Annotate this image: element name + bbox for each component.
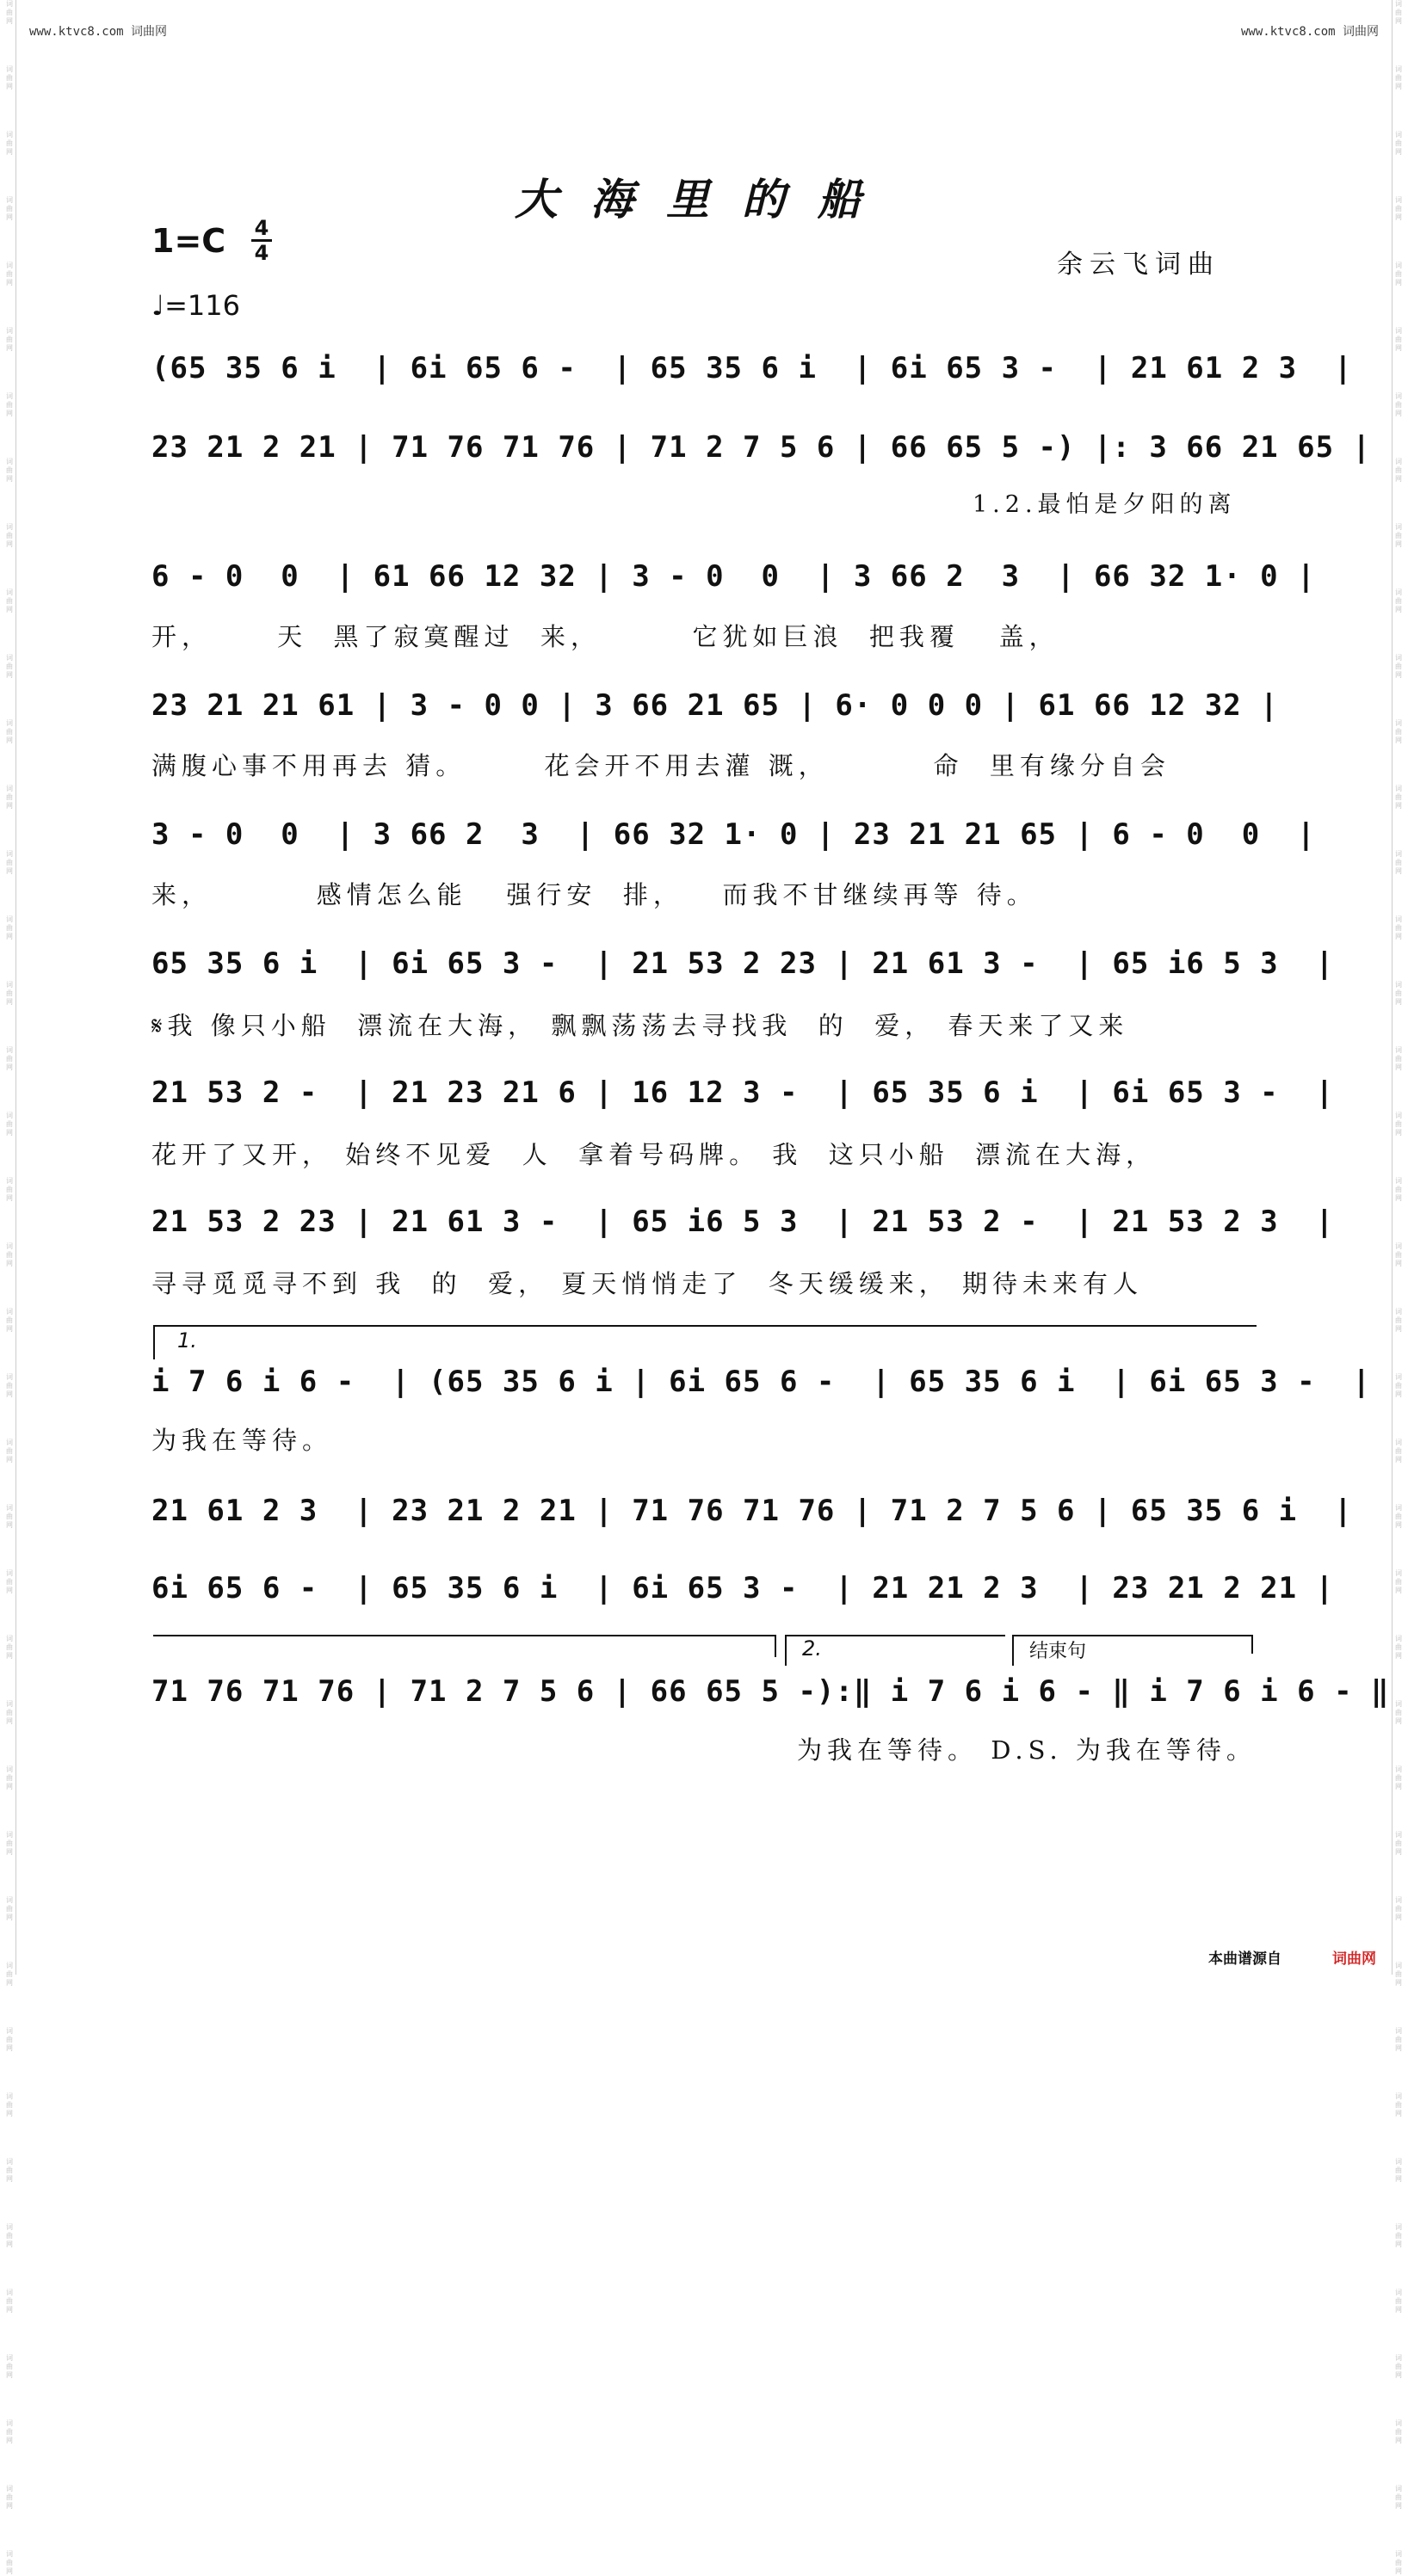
key-signature: 1=C	[151, 222, 226, 260]
side-watermark-mark: 词曲网	[6, 2485, 13, 2510]
side-watermark-mark: 词曲网	[1395, 1896, 1402, 1921]
side-watermark-mark: 词曲网	[1395, 1635, 1402, 1660]
side-watermark-mark: 词曲网	[6, 262, 13, 287]
side-watermark-mark: 词曲网	[6, 719, 13, 744]
side-watermark-mark: 词曲网	[1395, 1700, 1402, 1725]
side-watermark-mark: 词曲网	[1395, 2354, 1402, 2379]
side-watermark-mark: 词曲网	[1395, 785, 1402, 810]
side-watermark-mark: 词曲网	[6, 915, 13, 940]
side-watermark-mark: 词曲网	[6, 1177, 13, 1202]
volta-1-label: 1.	[177, 1328, 197, 1353]
lyrics-row-7: 花开了又开， 始终不见爱 人 拿着号码牌。 我 这只小船 漂流在大海，	[151, 1140, 1157, 1169]
side-watermark-mark: 词曲网	[6, 2092, 13, 2117]
side-watermark-mark: 词曲网	[6, 2550, 13, 2575]
notation-row-3: 6 - 0 0 | 61 66 12 32 | 3 - 0 0 | 3 66 2 3 | 66 32 1· 0 |	[151, 559, 1316, 594]
side-watermark-mark: 词曲网	[1395, 131, 1402, 156]
repeat-bracket-end	[775, 1635, 776, 1657]
side-watermark-mark: 词曲网	[1395, 327, 1402, 352]
side-watermark-mark: 词曲网	[1395, 0, 1402, 25]
notation-row-10: 21 61 2 3 | 23 21 2 21 | 71 76 71 76 | 71 2 7 5 6 | 65 35 6 i |	[151, 1494, 1353, 1528]
side-border-left	[3, 0, 16, 2575]
side-watermark-mark: 词曲网	[6, 1504, 13, 1529]
side-watermark-mark: 词曲网	[6, 2027, 13, 2052]
notation-row-11: 6i 65 6 - | 65 35 6 i | 6i 65 3 - | 21 21 2 3 | 23 21 2 21 |	[151, 1571, 1335, 1605]
watermark-right: www.ktvc8.com 词曲网	[1240, 25, 1379, 39]
time-signature: 4 4	[251, 217, 272, 264]
side-watermark-mark: 词曲网	[6, 131, 13, 156]
side-watermark-mark: 词曲网	[6, 1308, 13, 1333]
side-watermark-mark: 词曲网	[6, 196, 13, 221]
notation-row-12: 71 76 71 76 | 71 2 7 5 6 | 66 65 5 -):‖ i 7 6 i 6 - ‖ i 7 6 i 6 - ‖	[151, 1674, 1390, 1709]
side-watermark-mark: 词曲网	[1395, 2419, 1402, 2444]
side-watermark-mark: 词曲网	[1395, 1112, 1402, 1137]
side-watermark-mark: 词曲网	[1395, 1046, 1402, 1071]
side-watermark-mark: 词曲网	[6, 1896, 13, 1921]
side-watermark-mark: 词曲网	[1395, 1373, 1402, 1398]
lyrics-row-9: 为我在等待。	[151, 1426, 333, 1455]
side-watermark-mark: 词曲网	[1395, 589, 1402, 613]
lyrics-row-4: 满腹心事不用再去 猜。 花会开不用去灌 溉， 命 里有缘分自会	[151, 751, 1170, 780]
side-watermark-mark: 词曲网	[6, 1831, 13, 1856]
side-watermark-mark: 词曲网	[1395, 1766, 1402, 1790]
side-watermark-mark: 词曲网	[1395, 458, 1402, 483]
side-watermark-mark: 词曲网	[1395, 392, 1402, 417]
lyrics-row-12: 为我在等待。 D.S. 为我在等待。	[797, 1735, 1257, 1765]
repeat-bracket	[153, 1635, 776, 1636]
side-watermark-mark: 词曲网	[6, 1700, 13, 1725]
side-watermark-mark: 词曲网	[1395, 1831, 1402, 1856]
side-watermark-mark: 词曲网	[1395, 2485, 1402, 2510]
volta-1-bracket-end	[153, 1325, 155, 1359]
side-watermark-mark: 词曲网	[6, 2354, 13, 2379]
lyrics-row-8: 寻寻觅觅寻不到 我 的 爱， 夏天悄悄走了 冬天缓缓来， 期待未来有人	[151, 1269, 1143, 1298]
side-border-right	[1392, 0, 1405, 2575]
side-watermark-mark: 词曲网	[1395, 915, 1402, 940]
side-watermark-mark: 词曲网	[6, 589, 13, 613]
side-watermark-mark: 词曲网	[1395, 850, 1402, 875]
side-watermark-mark: 词曲网	[1395, 65, 1402, 90]
side-watermark-mark: 词曲网	[1395, 1439, 1402, 1464]
side-watermark-mark: 词曲网	[6, 850, 13, 875]
composer-credit: 余云飞词曲	[1057, 250, 1220, 280]
notation-row-4: 23 21 21 61 | 3 - 0 0 | 3 66 21 65 | 6· 0 0 0 | 61 66 12 32 |	[151, 688, 1279, 723]
side-watermark-mark: 词曲网	[6, 1439, 13, 1464]
side-watermark-mark: 词曲网	[1395, 196, 1402, 221]
side-watermark-mark: 词曲网	[1395, 1177, 1402, 1202]
ending-label: 结束句	[1029, 1641, 1087, 1662]
side-watermark-mark: 词曲网	[1395, 2092, 1402, 2117]
side-watermark-mark: 词曲网	[6, 1046, 13, 1071]
notation-row-9: i 7 6 i 6 - | (65 35 6 i | 6i 65 6 - | 65 35 6 i | 6i 65 3 - |	[151, 1365, 1372, 1399]
side-watermark-mark: 词曲网	[1395, 523, 1402, 548]
notation-row-5: 3 - 0 0 | 3 66 2 3 | 66 32 1· 0 | 23 21 21 65 | 6 - 0 0 |	[151, 817, 1316, 852]
side-watermark-mark: 词曲网	[6, 654, 13, 679]
side-watermark-mark: 词曲网	[6, 523, 13, 548]
side-watermark-mark: 词曲网	[6, 785, 13, 810]
lyrics-row-2: 1.2.最怕是夕阳的离	[973, 491, 1237, 518]
volta-2-bracket-start	[785, 1635, 787, 1666]
ending-bracket-end	[1251, 1635, 1253, 1654]
tempo-marking: ♩=116	[151, 289, 240, 322]
notation-row-2: 23 21 2 21 | 71 76 71 76 | 71 2 7 5 6 | 66 65 5 -) |: 3 66 21 65 |	[151, 430, 1372, 465]
side-watermark-mark: 词曲网	[6, 0, 13, 25]
notation-row-1: (65 35 6 i | 6i 65 6 - | 65 35 6 i | 6i 65 3 - | 21 61 2 3 |	[151, 351, 1353, 385]
side-watermark-mark: 词曲网	[6, 2223, 13, 2248]
side-watermark-mark: 词曲网	[1395, 654, 1402, 679]
side-watermark-mark: 词曲网	[1395, 2550, 1402, 2575]
volta-1-bracket	[153, 1325, 1257, 1327]
side-watermark-mark: 词曲网	[1395, 262, 1402, 287]
side-watermark-mark: 词曲网	[6, 2158, 13, 2183]
song-title: 大海里的船	[515, 174, 893, 225]
footer-site-link[interactable]: 词曲网	[1332, 1950, 1376, 1968]
side-watermark-mark: 词曲网	[6, 1242, 13, 1267]
side-watermark-mark: 词曲网	[6, 65, 13, 90]
side-watermark-mark: 词曲网	[1395, 2158, 1402, 2183]
side-watermark-mark: 词曲网	[6, 392, 13, 417]
side-watermark-mark: 词曲网	[6, 981, 13, 1006]
side-watermark-mark: 词曲网	[1395, 1504, 1402, 1529]
side-watermark-mark: 词曲网	[6, 1112, 13, 1137]
lyrics-row-6: 𝄋我 像只小船 漂流在大海， 飘飘荡荡去寻找我 的 爱， 春天来了又来	[151, 1011, 1129, 1040]
side-watermark-mark: 词曲网	[6, 1962, 13, 1987]
notation-row-7: 21 53 2 - | 21 23 21 6 | 16 12 3 - | 65 35 6 i | 6i 65 3 - |	[151, 1075, 1335, 1110]
ending-bracket-start	[1012, 1635, 1014, 1666]
lyrics-row-3: 开， 天 黑了寂寞醒过 来， 它犹如巨浪 把我覆 盖，	[151, 622, 1059, 651]
side-watermark-mark: 词曲网	[6, 458, 13, 483]
side-watermark-mark: 词曲网	[1395, 719, 1402, 744]
side-watermark-mark: 词曲网	[1395, 1962, 1402, 1987]
side-watermark-mark: 词曲网	[1395, 2027, 1402, 2052]
side-watermark-mark: 词曲网	[1395, 981, 1402, 1006]
side-watermark-mark: 词曲网	[6, 1635, 13, 1660]
notation-row-8: 21 53 2 23 | 21 61 3 - | 65 i6 5 3 | 21 53 2 - | 21 53 2 3 |	[151, 1205, 1335, 1239]
side-watermark-mark: 词曲网	[6, 1766, 13, 1790]
lyrics-row-5: 来， 感情怎么能 强行安 排， 而我不甘继续再等 待。	[151, 880, 1037, 909]
side-watermark-mark: 词曲网	[6, 2419, 13, 2444]
side-watermark-mark: 词曲网	[1395, 1569, 1402, 1594]
footer-source: 本曲谱源自	[1208, 1950, 1281, 1968]
watermark-left: www.ktvc8.com 词曲网	[29, 25, 168, 39]
side-watermark-mark: 词曲网	[6, 2289, 13, 2314]
side-watermark-mark: 词曲网	[1395, 1308, 1402, 1333]
side-watermark-mark: 词曲网	[6, 1569, 13, 1594]
side-watermark-mark: 词曲网	[6, 327, 13, 352]
side-watermark-mark: 词曲网	[1395, 2289, 1402, 2314]
side-watermark-mark: 词曲网	[6, 1373, 13, 1398]
side-watermark-mark: 词曲网	[1395, 2223, 1402, 2248]
side-watermark-mark: 词曲网	[1395, 1242, 1402, 1267]
notation-row-6: 65 35 6 i | 6i 65 3 - | 21 53 2 23 | 21 61 3 - | 65 i6 5 3 |	[151, 946, 1335, 981]
volta-2-label: 2.	[802, 1636, 822, 1661]
